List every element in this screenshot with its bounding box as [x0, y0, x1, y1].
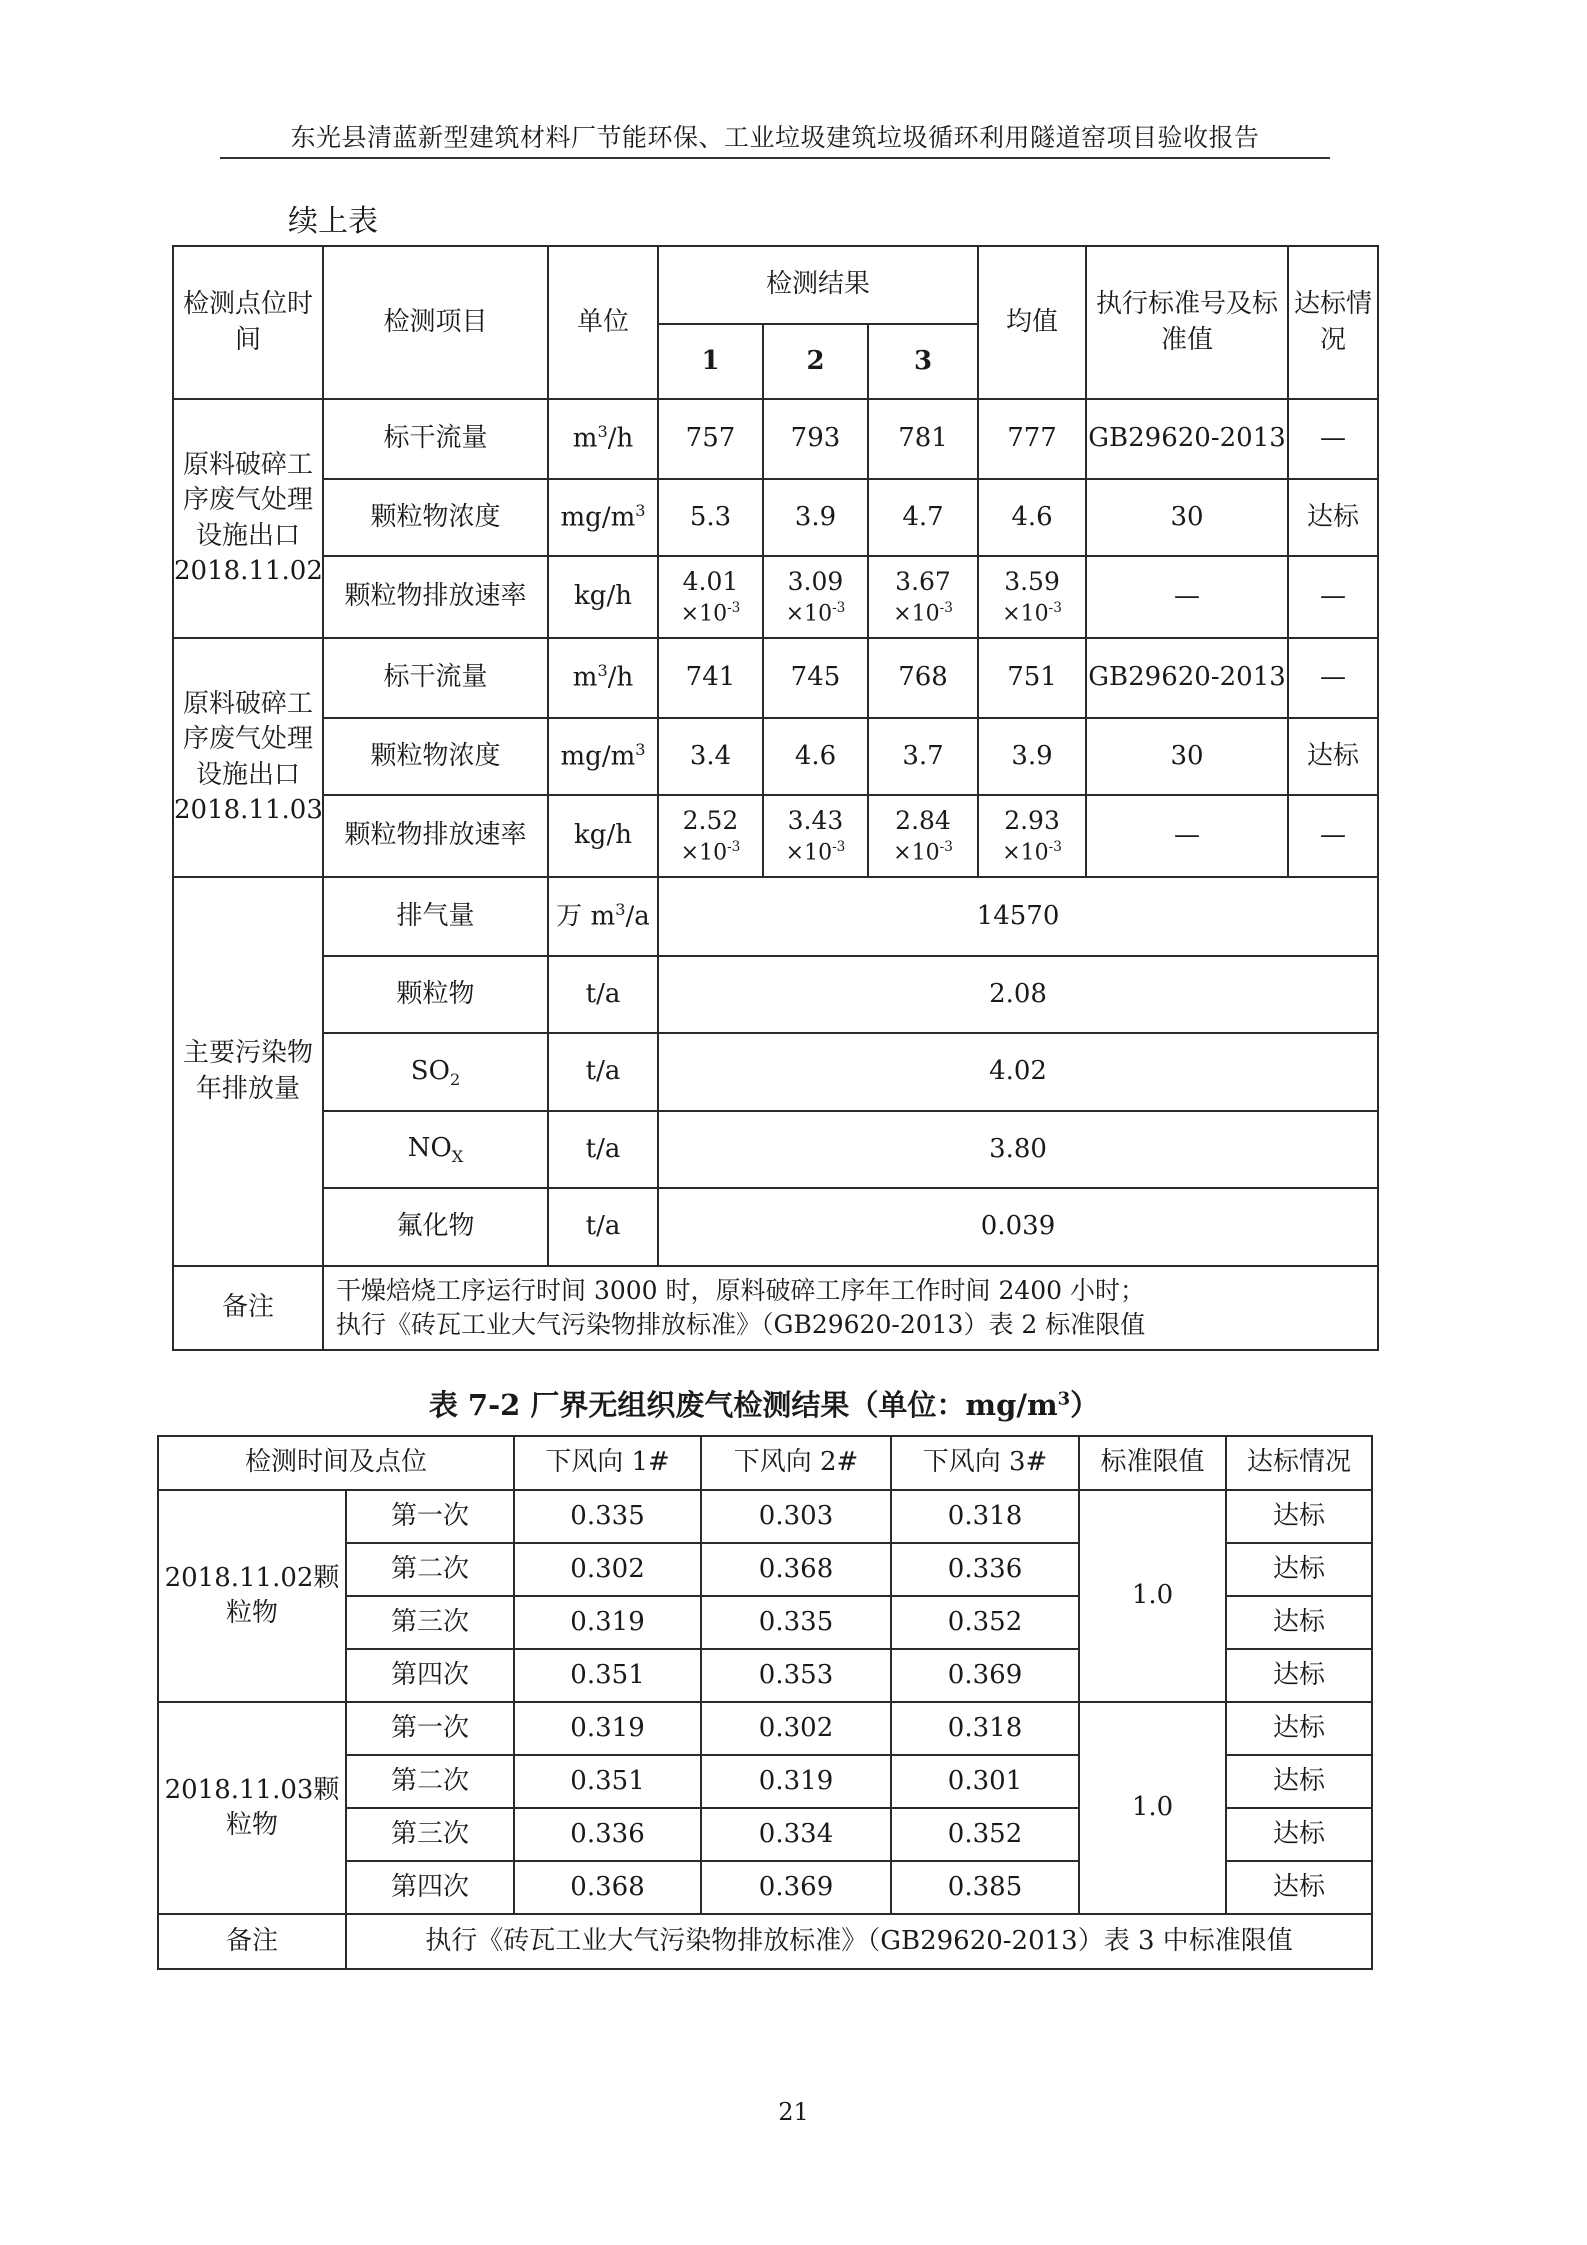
header-unit: 单位 — [548, 246, 658, 399]
note-line-2: 执行《砖瓦工业大气污染物排放标准》（GB29620-2013）表 2 标准限值 — [336, 1310, 1146, 1339]
unit-cell: $mg/m^3$ — [548, 479, 658, 556]
note-line-1: 干燥焙烧工序运行时间 3000 时，原料破碎工序年工作时间 2400 小时； — [336, 1276, 1146, 1306]
fugitive-emission-table — [157, 1435, 1373, 1970]
mean-cell: 777 — [978, 399, 1086, 479]
item-cell: 颗粒物浓度 — [323, 718, 548, 795]
table-row — [173, 1266, 1378, 1350]
value-cell: 0.303 — [701, 1490, 891, 1543]
header-time-point: 检测时间及点位 — [158, 1436, 514, 1490]
standard-cell: GB29620-2013 — [1086, 638, 1288, 718]
group-label-cell: 2018.11.03颗粒物 — [158, 1702, 346, 1914]
value-cell: 745 — [763, 638, 868, 718]
round-cell: 第一次 — [346, 1490, 514, 1543]
sci-value-cell: 3.09 $\times 10^{-3}$ — [763, 556, 868, 638]
header-standard: 执行标准号及标准值 — [1086, 246, 1288, 399]
item-cell: 颗粒物浓度 — [323, 479, 548, 556]
table-row — [173, 1033, 1378, 1111]
header-results: 检测结果 — [658, 246, 978, 324]
round-cell: 第三次 — [346, 1808, 514, 1861]
table-row — [173, 1188, 1378, 1266]
table-row — [173, 718, 1378, 795]
value-cell: 3.4 — [658, 718, 763, 795]
item-cell: 颗粒物排放速率 — [323, 556, 548, 638]
header-point-time: 检测点位时间 — [173, 246, 323, 399]
item-cell: $SO_2$ — [323, 1033, 548, 1111]
value-cell: 0.335 — [701, 1596, 891, 1649]
value-cell: 0.369 — [891, 1649, 1079, 1702]
unit-cell: kg/h — [548, 795, 658, 877]
standard-cell: 30 — [1086, 479, 1288, 556]
unit-cell: 万 $m^3/a$ — [548, 877, 658, 956]
value-cell: 793 — [763, 399, 868, 479]
standard-cell: GB29620-2013 — [1086, 399, 1288, 479]
header-result-2: 2 — [763, 324, 868, 399]
value-cell: 0.319 — [701, 1755, 891, 1808]
item-cell: 标干流量 — [323, 638, 548, 718]
value-cell: 0.352 — [891, 1808, 1079, 1861]
value-cell: 0.352 — [891, 1596, 1079, 1649]
note-text-cell — [323, 1266, 1378, 1350]
unit-cell: kg/h — [548, 556, 658, 638]
value-cell: 0.336 — [891, 1543, 1079, 1596]
table-row — [173, 956, 1378, 1033]
round-cell: 第三次 — [346, 1596, 514, 1649]
header-mean: 均值 — [978, 246, 1086, 399]
header-result-1: 1 — [658, 324, 763, 399]
table-row — [158, 1702, 1372, 1755]
limit-cell: 1.0 — [1079, 1702, 1226, 1914]
header-limit: 标准限值 — [1079, 1436, 1226, 1490]
value-cell: 0.302 — [701, 1702, 891, 1755]
status-cell: 达标 — [1226, 1649, 1372, 1702]
emission-results-table — [172, 245, 1379, 1351]
standard-cell: — — [1086, 556, 1288, 638]
value-cell: 0.369 — [701, 1861, 891, 1914]
round-cell: 第四次 — [346, 1861, 514, 1914]
sci-mean-cell: 2.93 $\times 10^{-3}$ — [978, 795, 1086, 877]
status-cell: 达标 — [1226, 1808, 1372, 1861]
item-cell: 颗粒物 — [323, 956, 548, 1033]
value-cell: 741 — [658, 638, 763, 718]
limit-cell: 1.0 — [1079, 1490, 1226, 1702]
unit-cell: t/a — [548, 1188, 658, 1266]
annual-label-cell: 主要污染物年排放量 — [173, 877, 323, 1266]
sci-value-cell: 2.52 $\times 10^{-3}$ — [658, 795, 763, 877]
location-cell: 原料破碎工序废气处理设施出口2018.11.03 — [173, 638, 323, 877]
note-label-cell: 备注 — [173, 1266, 323, 1350]
group-label-cell: 2018.11.02颗粒物 — [158, 1490, 346, 1702]
header-status: 达标情况 — [1226, 1436, 1372, 1490]
status-cell: 达标 — [1288, 479, 1378, 556]
item-cell: 标干流量 — [323, 399, 548, 479]
status-cell: 达标 — [1226, 1490, 1372, 1543]
sci-mean-cell: 3.59 $\times 10^{-3}$ — [978, 556, 1086, 638]
sci-value-cell: 2.84 $\times 10^{-3}$ — [868, 795, 978, 877]
value-cell: 3.9 — [763, 479, 868, 556]
unit-cell: $m^3/h$ — [548, 399, 658, 479]
value-cell: 3.7 — [868, 718, 978, 795]
annual-value-cell: 0.039 — [658, 1188, 1378, 1266]
table-row — [173, 399, 1378, 479]
unit-cell: t/a — [548, 956, 658, 1033]
status-cell: — — [1288, 399, 1378, 479]
round-cell: 第一次 — [346, 1702, 514, 1755]
header-downwind-3: 下风向 3# — [891, 1436, 1079, 1490]
item-cell: $NO_X$ — [323, 1111, 548, 1188]
note-text-cell: 执行《砖瓦工业大气污染物排放标准》（GB29620-2013）表 3 中标准限值 — [346, 1914, 1372, 1969]
status-cell: 达标 — [1226, 1861, 1372, 1914]
value-cell: 0.336 — [514, 1808, 701, 1861]
value-cell: 757 — [658, 399, 763, 479]
header-downwind-2: 下风向 2# — [701, 1436, 891, 1490]
item-cell: 排气量 — [323, 877, 548, 956]
round-cell: 第二次 — [346, 1543, 514, 1596]
value-cell: 0.351 — [514, 1755, 701, 1808]
table-row — [173, 1111, 1378, 1188]
item-cell: 颗粒物排放速率 — [323, 795, 548, 877]
header-rule — [220, 157, 1330, 159]
header-downwind-1: 下风向 1# — [514, 1436, 701, 1490]
value-cell: 0.368 — [514, 1861, 701, 1914]
table-row — [173, 877, 1378, 956]
round-cell: 第二次 — [346, 1755, 514, 1808]
status-cell: 达标 — [1226, 1755, 1372, 1808]
status-cell: 达标 — [1288, 718, 1378, 795]
document-header: 东光县清蓝新型建筑材料厂节能环保、工业垃圾建筑垃圾循环利用隧道窑项目验收报告 — [290, 123, 1260, 152]
value-cell: 0.353 — [701, 1649, 891, 1702]
table-row — [158, 1490, 1372, 1543]
annual-value-cell: 4.02 — [658, 1033, 1378, 1111]
value-cell: 781 — [868, 399, 978, 479]
continued-label: 续上表 — [288, 204, 378, 239]
table-row — [173, 479, 1378, 556]
value-cell: 4.6 — [763, 718, 868, 795]
standard-cell: 30 — [1086, 718, 1288, 795]
sci-value-cell: 3.43 $\times 10^{-3}$ — [763, 795, 868, 877]
value-cell: 0.368 — [701, 1543, 891, 1596]
table-row — [158, 1914, 1372, 1969]
unit-cell: $mg/m^3$ — [548, 718, 658, 795]
page-number: 21 — [778, 2098, 809, 2126]
standard-cell: — — [1086, 795, 1288, 877]
header-item: 检测项目 — [323, 246, 548, 399]
table-row — [173, 795, 1378, 877]
annual-value-cell: 14570 — [658, 877, 1378, 956]
value-cell: 0.318 — [891, 1702, 1079, 1755]
annual-value-cell: 2.08 — [658, 956, 1378, 1033]
value-cell: 5.3 — [658, 479, 763, 556]
status-cell: — — [1288, 556, 1378, 638]
value-cell: 0.318 — [891, 1490, 1079, 1543]
table2-caption: 表 7-2 厂界无组织废气检测结果（单位：$mg/m^3$） — [428, 1388, 1100, 1422]
unit-cell: $m^3/h$ — [548, 638, 658, 718]
value-cell: 0.385 — [891, 1861, 1079, 1914]
status-cell: 达标 — [1226, 1543, 1372, 1596]
unit-cell: t/a — [548, 1033, 658, 1111]
value-cell: 0.319 — [514, 1596, 701, 1649]
mean-cell: 3.9 — [978, 718, 1086, 795]
value-cell: 0.351 — [514, 1649, 701, 1702]
value-cell: 768 — [868, 638, 978, 718]
status-cell: 达标 — [1226, 1702, 1372, 1755]
value-cell: 0.334 — [701, 1808, 891, 1861]
status-cell: — — [1288, 638, 1378, 718]
sci-value-cell: 4.01 $\times 10^{-3}$ — [658, 556, 763, 638]
annual-value-cell: 3.80 — [658, 1111, 1378, 1188]
value-cell: 4.7 — [868, 479, 978, 556]
item-cell: 氟化物 — [323, 1188, 548, 1266]
value-cell: 0.302 — [514, 1543, 701, 1596]
mean-cell: 4.6 — [978, 479, 1086, 556]
value-cell: 0.335 — [514, 1490, 701, 1543]
sci-value-cell: 3.67 $\times 10^{-3}$ — [868, 556, 978, 638]
value-cell: 0.301 — [891, 1755, 1079, 1808]
mean-cell: 751 — [978, 638, 1086, 718]
unit-cell: t/a — [548, 1111, 658, 1188]
table-row — [173, 638, 1378, 718]
status-cell: 达标 — [1226, 1596, 1372, 1649]
location-cell: 原料破碎工序废气处理设施出口2018.11.02 — [173, 399, 323, 638]
header-result-3: 3 — [868, 324, 978, 399]
status-cell: — — [1288, 795, 1378, 877]
note-label-cell: 备注 — [158, 1914, 346, 1969]
value-cell: 0.319 — [514, 1702, 701, 1755]
header-status: 达标情况 — [1288, 246, 1378, 399]
round-cell: 第四次 — [346, 1649, 514, 1702]
table-row — [173, 556, 1378, 638]
